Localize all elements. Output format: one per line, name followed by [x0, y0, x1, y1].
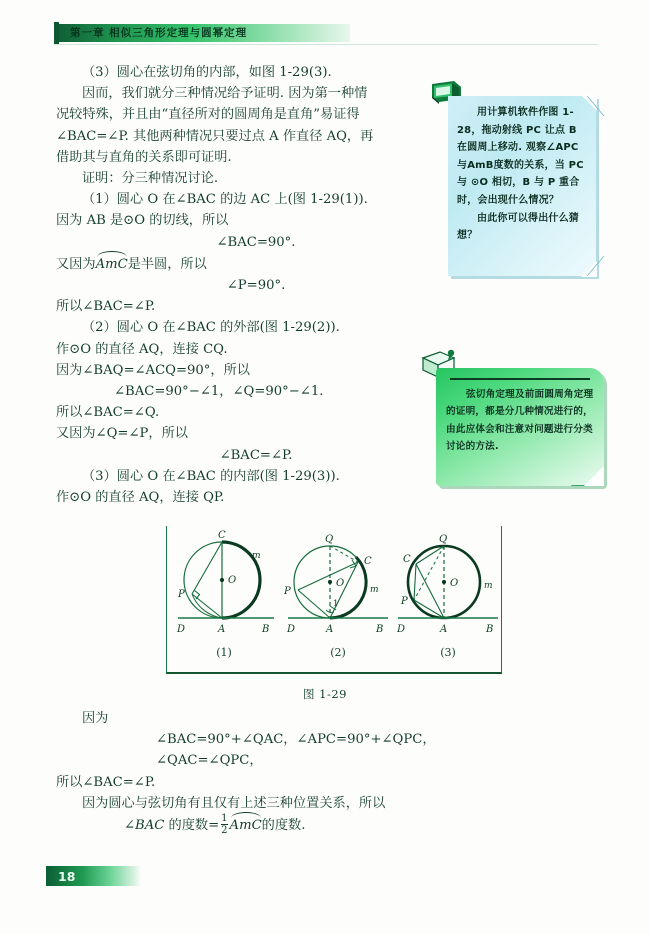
svg-text:D: D — [397, 624, 406, 635]
figure-1 — [170, 528, 282, 640]
note-edge-bottom — [567, 256, 605, 276]
header-rule — [54, 44, 598, 45]
note-tip-rule — [450, 378, 590, 380]
svg-text:A: A — [326, 624, 334, 635]
svg-text:1: 1 — [333, 599, 339, 609]
display-equation-fraction — [56, 814, 426, 837]
sub-caption-1: (1) — [216, 646, 232, 659]
note-fold-corner — [584, 466, 604, 486]
display-equation: ∠P=90°. — [226, 278, 286, 294]
text-line: 借助其与直角的关系即可证明. — [56, 149, 232, 165]
svg-text:O: O — [228, 575, 237, 586]
text-line: 因为 AB 是⊙O 的切线，所以 — [56, 213, 229, 229]
header-left-bar — [54, 22, 59, 44]
svg-text:A: A — [218, 624, 226, 635]
text-line-with-arc — [56, 253, 426, 275]
text-line: 又因为∠Q=∠P，所以 — [56, 426, 188, 442]
body-text-column-lower — [56, 708, 436, 837]
text-line: 证明：分三种情况讨论. — [82, 171, 219, 187]
figure-2 — [282, 528, 394, 640]
display-equation: ∠BAC=90°+∠QAC，∠APC=90°+∠QPC， — [156, 732, 436, 748]
chapter-title: 第一章 相似三角形定理与圆幂定理 — [70, 27, 248, 39]
note-computer-text — [457, 104, 588, 245]
note-tip-paragraph: 弦切角定理及前面圆周角定理的证明，都是分几种情况进行的，由此应体会和注意对问题进行分类讨论的方法. — [446, 389, 594, 453]
text-line: 因为∠BAQ=∠ACQ=90°，所以 — [56, 362, 250, 378]
body-text-column — [56, 62, 426, 508]
fraction-denominator: 2 — [221, 825, 228, 837]
text-line: 所以∠BAC=∠P. — [56, 774, 156, 790]
svg-text:P: P — [284, 586, 291, 597]
arc-amc: AmC — [96, 253, 128, 275]
note-computer-para1: 用计算机软件作图 1-28，拖动射线 PC 让点 B 在圆周上移动. 观察∠APC与AmB度数的关系，当 PC 与 ⊙O 相切，B 与 P 重合时，会出现什么情况？ — [457, 107, 584, 206]
svg-text:O: O — [336, 578, 345, 589]
text-line: 因而，我们就分三种情况给予证明. 因为第一种情 — [82, 86, 368, 102]
text-line: ∠BAC=∠P. 其他两种情况只要过点 A 作直径 AQ，再 — [56, 128, 374, 144]
text-line: 况较特殊，并且由“直径所对的圆周角是直角”易证得 — [56, 107, 360, 123]
fraction-numerator: 1 — [221, 813, 228, 825]
svg-text:D: D — [287, 624, 296, 635]
svg-text:Q: Q — [325, 534, 334, 545]
svg-text:C: C — [218, 530, 226, 541]
text-line: 因为圆心与弦切角有且仅有上述三种位置关系，所以 — [82, 795, 386, 811]
text-line: 作⊙O 的直径 AQ，连接 QP. — [56, 490, 225, 506]
svg-text:B: B — [486, 624, 494, 635]
text-line: （2）圆心 O 在∠BAC 的外部(图 1-29(2)). — [82, 320, 340, 336]
svg-text:Q: Q — [439, 534, 448, 545]
text-line: 所以∠BAC=∠Q. — [56, 405, 160, 421]
arc-line-prefix: 又因为 — [56, 256, 96, 272]
svg-text:D: D — [177, 624, 186, 635]
svg-text:P: P — [178, 589, 185, 600]
note-box-computer — [448, 96, 596, 276]
degree-word-2: 的度数. — [261, 818, 306, 834]
svg-text:C: C — [403, 554, 411, 565]
figure-3 — [392, 528, 504, 640]
text-line: （3）圆心 O 在∠BAC 的内部(图 1-29(3)). — [82, 468, 340, 484]
text-line: （3）圆心在弦切角的内部，如图 1-29(3). — [82, 65, 332, 80]
svg-text:m: m — [370, 585, 379, 595]
sub-caption-3: (3) — [440, 646, 456, 659]
figure-number: 图 1-29 — [303, 687, 347, 701]
one-half-fraction — [221, 813, 227, 836]
arc-amc-2: AmC — [230, 814, 262, 836]
svg-text:O: O — [450, 578, 459, 589]
svg-text:B: B — [376, 624, 384, 635]
text-line: 因为 — [82, 711, 109, 726]
svg-text:m: m — [484, 581, 493, 591]
display-equation: ∠BAC=∠P. — [219, 447, 293, 463]
chapter-header-band — [58, 24, 350, 42]
display-equation: ∠BAC=90°. — [216, 234, 296, 250]
svg-text:C: C — [364, 556, 372, 567]
page-number: 18 — [58, 869, 76, 884]
text-line: 所以∠BAC=∠P. — [56, 299, 156, 315]
text-line: （1）圆心 O 在∠BAC 的边 AC 上(图 1-29(1)). — [82, 192, 368, 208]
arc-line-suffix: 是半圆，所以 — [127, 256, 207, 272]
degree-word-1: 的度数= — [164, 818, 220, 834]
note-box-tip — [436, 368, 604, 486]
note-tip-text — [446, 386, 596, 456]
sub-caption-2: (2) — [330, 646, 346, 659]
svg-text:B: B — [262, 624, 270, 635]
text-line: 作⊙O 的直径 AQ，连接 CQ. — [56, 341, 228, 357]
display-equation: ∠BAC=90°−∠1，∠Q=90°−∠1. — [114, 384, 324, 400]
note-computer-para2: 由此你可以得出什么猜想？ — [457, 212, 579, 242]
svg-text:m: m — [252, 551, 261, 561]
angle-bac-token: ∠BAC — [124, 818, 165, 834]
svg-text:A: A — [440, 624, 448, 635]
svg-text:P: P — [401, 596, 408, 607]
display-equation: ∠QAC=∠QPC， — [156, 753, 263, 769]
